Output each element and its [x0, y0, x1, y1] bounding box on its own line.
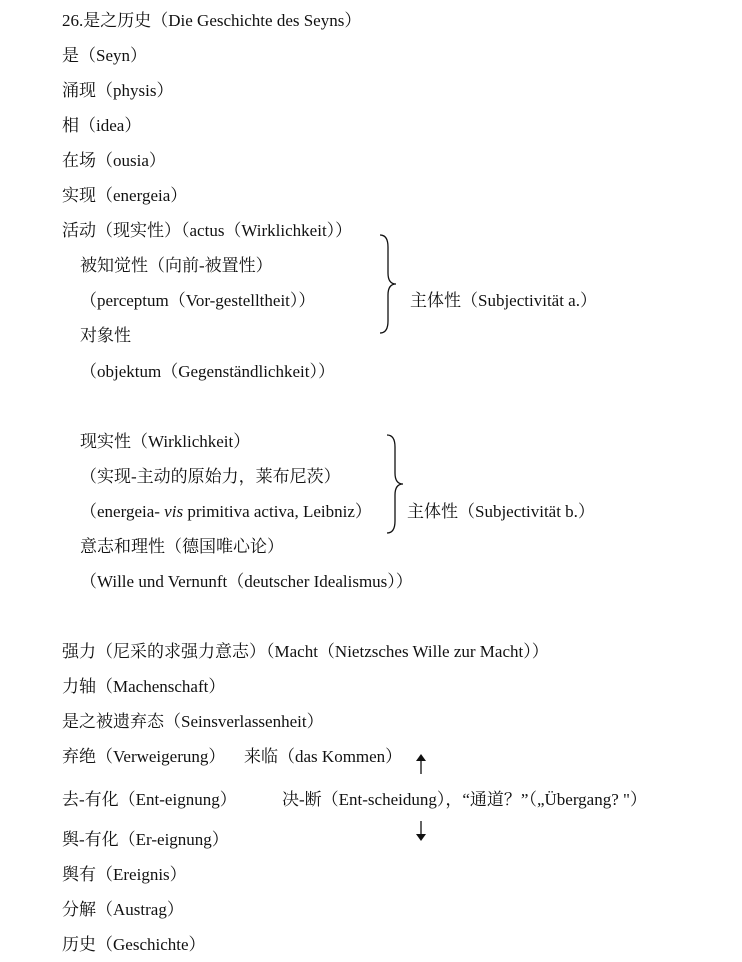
page-title: 26.是之历史（Die Geschichte des Seyns）: [62, 11, 362, 30]
line-ereignung: 舆-有化（Er-eignung）: [62, 830, 229, 849]
line-ousia: 在场（ousia）: [62, 151, 166, 170]
line-seinsverlassenheit: 是之被遗弃态（Seinsverlassenheit）: [62, 712, 324, 731]
brace-a: [376, 233, 400, 335]
line-wille-cn: 意志和理性（德国唯心论）: [80, 537, 284, 556]
line-austrag: 分解（Austrag）: [62, 900, 184, 919]
leibniz-de-vis: vis: [164, 502, 184, 521]
line-physis: 涌现（physis）: [62, 81, 174, 100]
line-ereignis: 舆有（Ereignis）: [62, 865, 187, 884]
leibniz-de-post: primitiva activa, Leibniz）: [183, 502, 372, 521]
line-actus: 活动（现实性）（actus（Wirklichkeit））: [62, 221, 353, 240]
line-entscheidung: 决-断（Ent-scheidung），“通道？”（„Übergang? "）: [282, 790, 647, 809]
line-wille-de: （Wille und Vernunft（deutscher Idealismus））: [80, 572, 413, 591]
line-geschichte: 历史（Geschichte）: [62, 935, 206, 954]
line-verweigerung: 弃绝（Verweigerung）: [62, 747, 226, 766]
line-energeia: 实现（energeia）: [62, 186, 188, 205]
brace-b: [383, 433, 407, 535]
line-seyn: 是（Seyn）: [62, 46, 147, 65]
arrow-up-icon: [414, 753, 428, 775]
line-objektum-de: （objektum（Gegenständlichkeit））: [80, 362, 335, 381]
line-kommen: 来临（das Kommen）: [244, 747, 403, 766]
line-wirklichkeit: 现实性（Wirklichkeit）: [80, 432, 251, 451]
line-enteignung: 去-有化（Ent-eignung）: [62, 790, 237, 809]
leibniz-de-pre: （energeia-: [80, 502, 165, 521]
label-subjectivitaet-a: 主体性（Subjectivität a.）: [410, 291, 597, 310]
line-leibniz-de: [80, 501, 372, 523]
line-idea: 相（idea）: [62, 116, 142, 135]
arrow-down-icon: [414, 820, 428, 842]
line-leibniz-cn: （实现-主动的原始力，莱布尼茨）: [80, 467, 341, 486]
line-perceptum-de: （perceptum（Vor-gestelltheit））: [80, 291, 316, 310]
line-macht: 强力（尼采的求强力意志）（Macht（Nietzsches Wille zur Macht））: [62, 642, 549, 661]
label-subjectivitaet-b: 主体性（Subjectivität b.）: [407, 502, 595, 521]
line-machenschaft: 力轴（Machenschaft）: [62, 677, 226, 696]
line-perceptum-cn: 被知觉性（向前-被置性）: [80, 256, 273, 275]
line-objektum-cn: 对象性: [80, 326, 131, 345]
